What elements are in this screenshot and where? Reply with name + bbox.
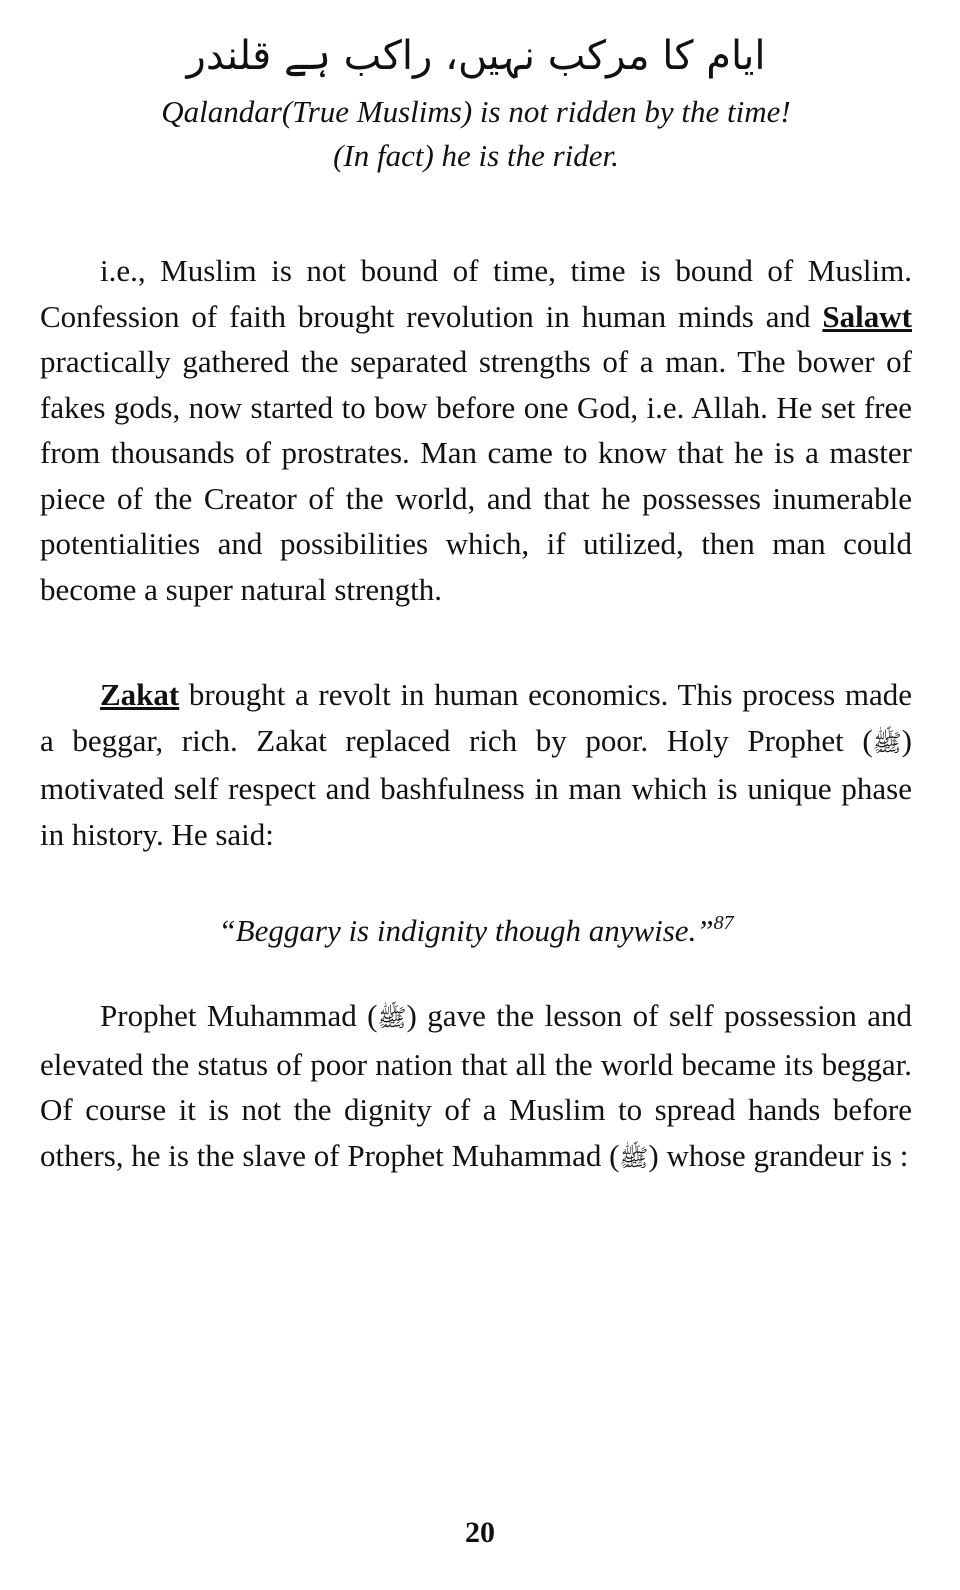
salawt-keyword: Salawt xyxy=(822,298,912,334)
translation-line-2: (In fact) he is the rider. xyxy=(333,138,619,173)
pbuh-glyph: ﷺ xyxy=(872,728,902,757)
paragraph-3-text-a: Prophet Muhammad ( xyxy=(100,998,378,1033)
paragraph-2 xyxy=(40,672,912,857)
book-page xyxy=(40,18,912,1212)
urdu-verse: ایام کا مرکب نہیں، راکب ہے قلندر xyxy=(186,33,766,79)
paragraph-2-text-b: ) motivated self respect and bashfulness in man which is unique phase in history. He said: xyxy=(40,722,912,852)
page-number: 20 xyxy=(465,1516,495,1549)
translation-line-1: Qalandar(True Muslims) is not ridden by the time! xyxy=(161,94,791,129)
paragraph-1 xyxy=(40,248,912,612)
paragraph-1-text-a: i.e., Muslim is not bound of time, time is bound of Muslim. Confession of faith brought revolution in human minds and xyxy=(40,253,912,334)
pbuh-glyph: ﷺ xyxy=(619,1143,649,1172)
pbuh-glyph: ﷺ xyxy=(377,1004,407,1032)
paragraph-3-text-b: ) gave the lesson of self possession and elevated the status of poor nation that all the world became its beggar. Of course it is not the dignity of a Muslim to spread hands before others, he is the slave of Prophet Muhammad ( xyxy=(40,998,912,1173)
quote-text: “Beggary is indignity though anywise.” xyxy=(218,913,714,948)
verse-translation xyxy=(40,90,912,178)
paragraph-3 xyxy=(40,993,912,1181)
paragraph-1-text-b: practically gathered the separated strengths of a man. The bower of fakes gods, now started to bow before one God, i.e. Allah. He set free from thousands of prostrates. Man came to know that he is a master piece of the Creator of the world, and that he possesses inumerable potentialities and possibilities which, if utilized, then man could become a super natural strength. xyxy=(40,344,912,607)
paragraph-3-text-c: ) whose grandeur is : xyxy=(648,1137,909,1173)
zakat-keyword: Zakat xyxy=(100,677,180,712)
paragraph-2-text-a: brought a revolt in human economics. This process made a beggar, rich. Zakat replaced rich by poor. Holy Prophet ( xyxy=(40,677,912,758)
footnote-marker: 87 xyxy=(713,912,734,934)
hadith-quote xyxy=(40,901,912,953)
